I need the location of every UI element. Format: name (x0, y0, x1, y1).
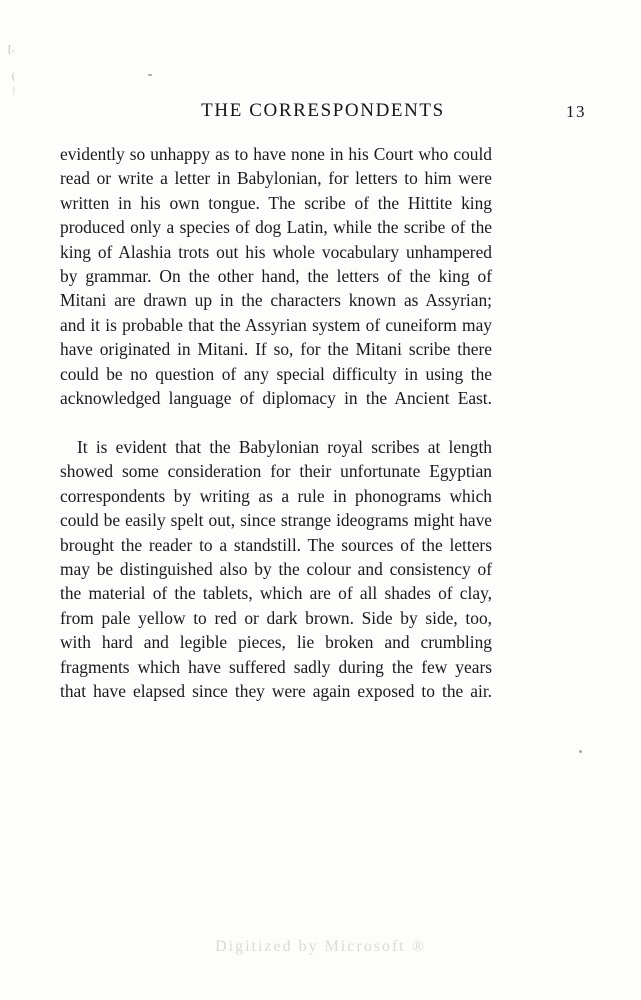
scan-artifact-left-low: | (13, 85, 15, 95)
scan-artifact-left-top: [. (8, 43, 15, 55)
scan-artifact-left-mid: ( (12, 71, 15, 81)
body-text (60, 142, 492, 728)
paragraph: It is evident that the Babylonian royal scribes at length showed some consideration for their unfortunate Egyptian correspondents by writing as a rule in phonograms which could be easily spelt out, since strange ideograms might have brought the reader to a standstill. The sources of the letters may be distinguished also by the colour and consistency of the material of the tablets, which are of all shades of clay, from pale yellow to red or dark brown. Side by side, too, with hard and legible pieces, lie broken and crumbling fragments which have suffered sadly during the few years that have elapsed since they were again exposed to the air. (60, 436, 492, 701)
page-title: THE CORRESPONDENTS (201, 100, 445, 121)
page-number: 13 (566, 102, 586, 121)
paragraph: evidently so unhappy as to have none in his Court who could read or write a letter in Babylonian, for letters to him were written in his own tongue. The scribe of the Hittite king produced only a species of dog Latin, while the scribe of the king of Alashia trots out his whole vocabulary unhampered by grammar. On the other hand, the letters of the king of Mitani are drawn up in the characters known as Assyrian; and it is probable that the Assyrian system of cuneiform may have originated in Mitani. If so, for the Mitani scribe there could be no question of any special difficulty in using the acknowledged language of diplomacy in the Ancient East. (60, 144, 492, 409)
scan-speck-right (579, 750, 582, 753)
scan-speck-top (148, 74, 152, 76)
footer-watermark: Digitized by Microsoft ® (215, 938, 426, 955)
running-head (60, 100, 586, 126)
